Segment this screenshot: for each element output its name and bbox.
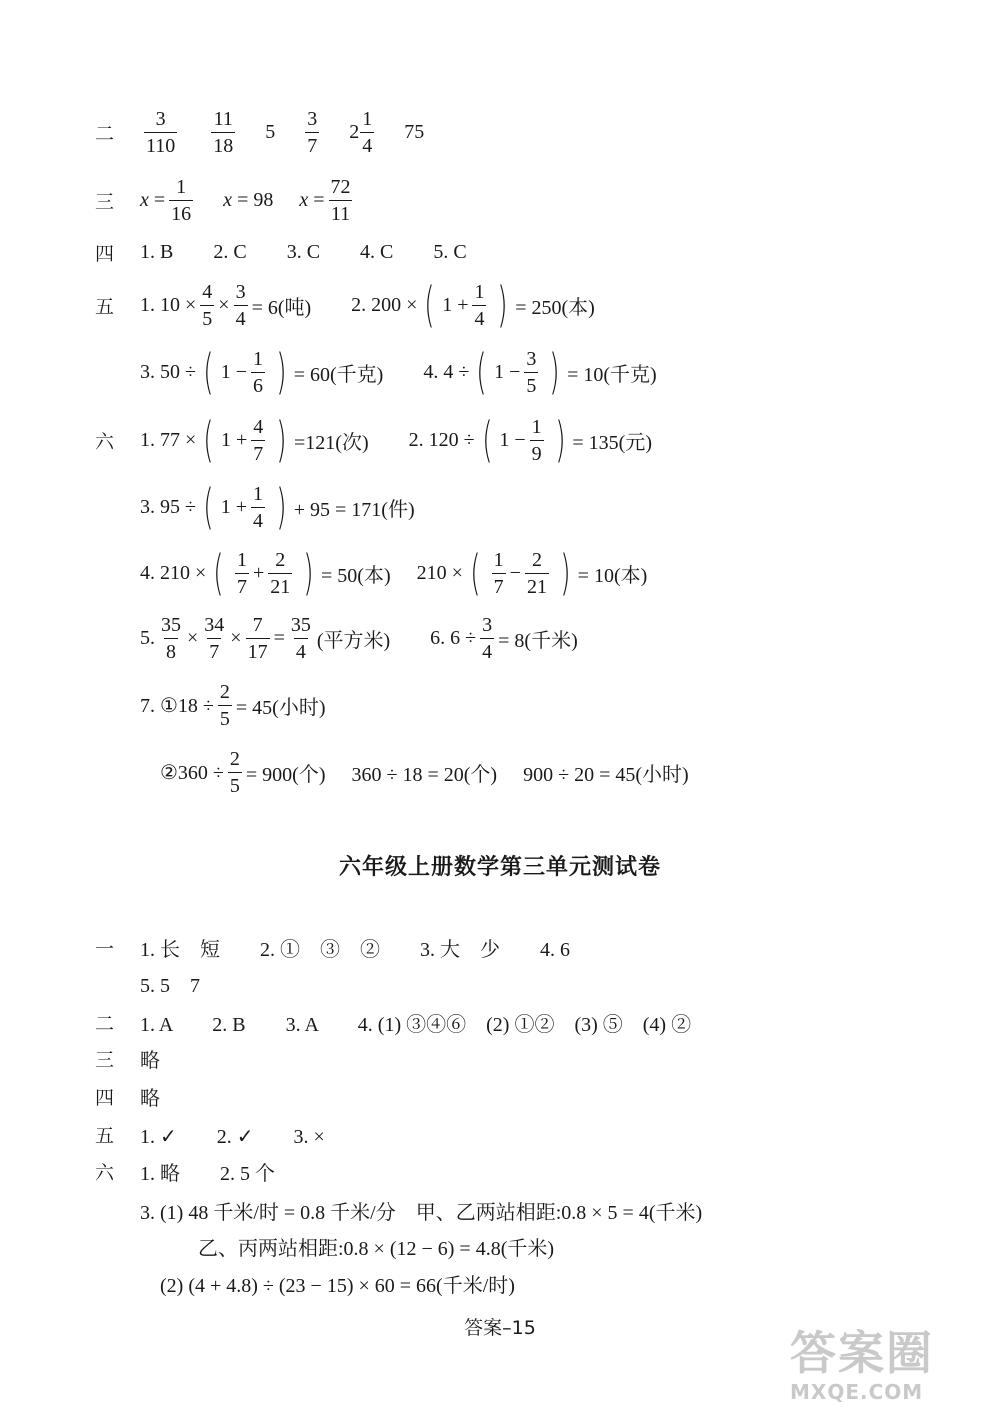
fraction: $\frac{1}{7}$ xyxy=(237,548,248,598)
expr-text: 210 × xyxy=(416,561,463,584)
fraction: $\frac{1}{4}$ xyxy=(474,280,485,330)
expr-result: = 8(千米) xyxy=(498,629,578,652)
section-label: 五 xyxy=(95,295,115,318)
fraction: $\frac{1}{6}$ xyxy=(253,347,263,397)
operator: = xyxy=(273,626,285,649)
fraction: $\frac{35}{4}$ xyxy=(290,613,311,663)
section-label: 一 xyxy=(95,937,115,960)
watermark-logo xyxy=(790,1326,995,1418)
right-paren: ) xyxy=(560,545,571,601)
section-label: 五 xyxy=(95,1124,115,1147)
mixed-whole: 2 xyxy=(349,120,360,143)
answer-line: 乙、丙两站相距:0.8 × (12 − 6) = 4.8(千米) xyxy=(198,1237,555,1260)
right-paren: ) xyxy=(497,277,508,333)
right-paren: ) xyxy=(303,545,314,601)
expr-result: = 50(本) xyxy=(321,564,391,587)
section-label: 六 xyxy=(95,1161,115,1184)
variable: x xyxy=(223,188,233,211)
answer-line: 3. (1) 48 千米/时 = 0.8 千米/分 甲、乙两站相距:0.8 × 5 = 4(千米) xyxy=(140,1201,703,1224)
answer-line: 略 xyxy=(140,1047,160,1072)
unit-title: 六年级上册数学第三单元测试卷 xyxy=(338,855,661,880)
watermark-text: 答案圈 xyxy=(790,1326,934,1380)
expr-text: 5. xyxy=(140,626,155,649)
expr-text: 1. 10 × xyxy=(140,293,197,316)
expr-text: 3. 50 ÷ xyxy=(140,360,196,383)
expr-result: = 45(小时) xyxy=(235,696,326,719)
fraction: $\frac{34}{7}$ xyxy=(204,613,225,663)
equals: = xyxy=(237,188,249,211)
answer-line: 1. 略 2. 5 个 xyxy=(140,1162,275,1185)
left-paren: ( xyxy=(203,344,214,400)
fraction: $\frac{1}{9}$ xyxy=(531,415,542,465)
answer-line: 1. ✓ 2. ✓ 3. × xyxy=(140,1125,325,1148)
expr-text: 1 + xyxy=(220,495,247,518)
answer-line: 1. 长 短 2. ① ③ ② 3. 大 少 4. 6 xyxy=(140,938,570,961)
expr-text: 2. 200 × xyxy=(351,293,418,316)
left-paren: ( xyxy=(203,479,214,535)
expr-text: 4. 4 ÷ xyxy=(423,360,470,383)
expr-result: =121(次) xyxy=(294,431,369,454)
operator: − xyxy=(509,561,521,584)
section-label: 二 xyxy=(95,1012,115,1035)
right-paren: ) xyxy=(554,412,566,468)
expr-result: = 6(吨) xyxy=(251,296,312,319)
answer-line: 1. A 2. B 3. A 4. (1) ③④⑥ (2) ①② (3) ⑤ (4) ② xyxy=(140,1013,692,1036)
fraction: $\frac{3}{4}$ xyxy=(482,613,493,663)
expr-result: = 10(千克) xyxy=(567,363,657,386)
right-paren: ) xyxy=(276,344,287,400)
expr-result: = 250(本) xyxy=(515,296,595,319)
unit-text: (平方米) xyxy=(316,629,391,652)
answer-value: 98 xyxy=(253,188,274,211)
fraction: $\frac{3}{5}$ xyxy=(526,347,537,397)
expr-text: 1 + xyxy=(221,428,248,451)
section-label: 四 xyxy=(95,1086,115,1109)
answer-line: (2) (4 + 4.8) ÷ (23 − 15) × 60 = 66(千米/时) xyxy=(160,1274,515,1297)
answer-value: 75 xyxy=(404,120,425,143)
operator: × xyxy=(187,626,199,649)
expr-text: 6. 6 ÷ xyxy=(430,626,477,649)
fraction: $\frac{3}{7}$ xyxy=(307,107,318,157)
expr-text: 4. 210 × xyxy=(140,561,207,584)
left-paren: ( xyxy=(424,277,435,333)
expr-text: 2. 120 ÷ xyxy=(408,428,475,451)
left-paren: ( xyxy=(481,412,493,468)
fraction: $\frac{2}{21}$ xyxy=(270,548,291,598)
expr-text: 3. 95 ÷ xyxy=(140,495,196,518)
right-paren: ) xyxy=(549,344,560,400)
section-label: 六 xyxy=(95,430,115,453)
expr-text: 1 + xyxy=(442,293,469,316)
operator: × xyxy=(230,626,242,649)
fraction: $\frac{35}{8}$ xyxy=(161,613,181,663)
expr-text: 360 ÷ 18 = 20(个) xyxy=(351,763,498,786)
choice-answer: 2. C xyxy=(213,240,247,263)
right-paren: ) xyxy=(276,479,287,535)
variable: x xyxy=(140,188,149,211)
variable: x xyxy=(299,188,309,211)
fraction: $\frac{7}{17}$ xyxy=(247,613,268,663)
fraction: $\frac{2}{5}$ xyxy=(229,747,240,797)
expr-result: = 10(本) xyxy=(577,564,648,587)
fraction: $\frac{3}{4}$ xyxy=(235,280,246,330)
expr-text: 1 − xyxy=(220,360,247,383)
section-label: 三 xyxy=(95,1048,115,1071)
expr-text: 900 ÷ 20 = 45(小时) xyxy=(523,763,689,786)
expr-text: ②360 ÷ xyxy=(160,761,224,784)
expr-result: + 95 = 171(件) xyxy=(293,498,415,521)
operator: × xyxy=(218,293,230,316)
fraction: $\frac{1}{7}$ xyxy=(493,548,504,598)
fraction: $\frac{1}{16}$ xyxy=(171,175,192,225)
right-paren: ) xyxy=(276,412,287,468)
expr-text: 7. ①18 ÷ xyxy=(140,694,214,717)
expr-text: 1 − xyxy=(499,428,526,451)
equals: = xyxy=(313,188,325,211)
page-number: 答案–15 xyxy=(464,1317,536,1339)
expr-text: 1 − xyxy=(494,360,521,383)
left-paren: ( xyxy=(213,545,224,601)
section-label: 三 xyxy=(95,190,115,213)
fraction: $\frac{1}{4}$ xyxy=(253,482,263,532)
fraction: $\frac{3}{110}$ xyxy=(146,107,176,157)
expr-result: = 60(千克) xyxy=(293,363,384,386)
choice-answer: 4. C xyxy=(360,240,394,263)
expr-result: = 135(元) xyxy=(572,431,652,454)
fraction: $\frac{2}{5}$ xyxy=(219,680,230,730)
answer-line: 5. 5 7 xyxy=(140,974,200,997)
fraction: $\frac{11}{18}$ xyxy=(213,107,234,157)
choice-answer: 5. C xyxy=(433,240,467,263)
equals: = xyxy=(153,188,166,211)
expr-result: = 900(个) xyxy=(245,763,326,786)
expr-text: 1. 77 × xyxy=(140,428,197,451)
fraction: $\frac{2}{21}$ xyxy=(526,548,547,598)
watermark-url: MXQE.COM xyxy=(790,1380,924,1404)
section-label: 二 xyxy=(95,122,115,145)
choice-answer: 1. B xyxy=(140,240,174,263)
answer-line: 略 xyxy=(140,1085,160,1110)
section-label: 四 xyxy=(95,242,115,265)
operator: + xyxy=(253,561,265,584)
fraction: $\frac{4}{5}$ xyxy=(202,280,213,330)
choice-answer: 3. C xyxy=(286,240,321,263)
answer-value: 5 xyxy=(265,120,276,143)
fraction: $\frac{4}{7}$ xyxy=(253,415,264,465)
fraction: $\frac{72}{11}$ xyxy=(330,175,351,225)
fraction: $\frac{1}{4}$ xyxy=(362,107,373,157)
left-paren: ( xyxy=(470,545,481,601)
left-paren: ( xyxy=(476,344,487,400)
left-paren: ( xyxy=(203,412,214,468)
